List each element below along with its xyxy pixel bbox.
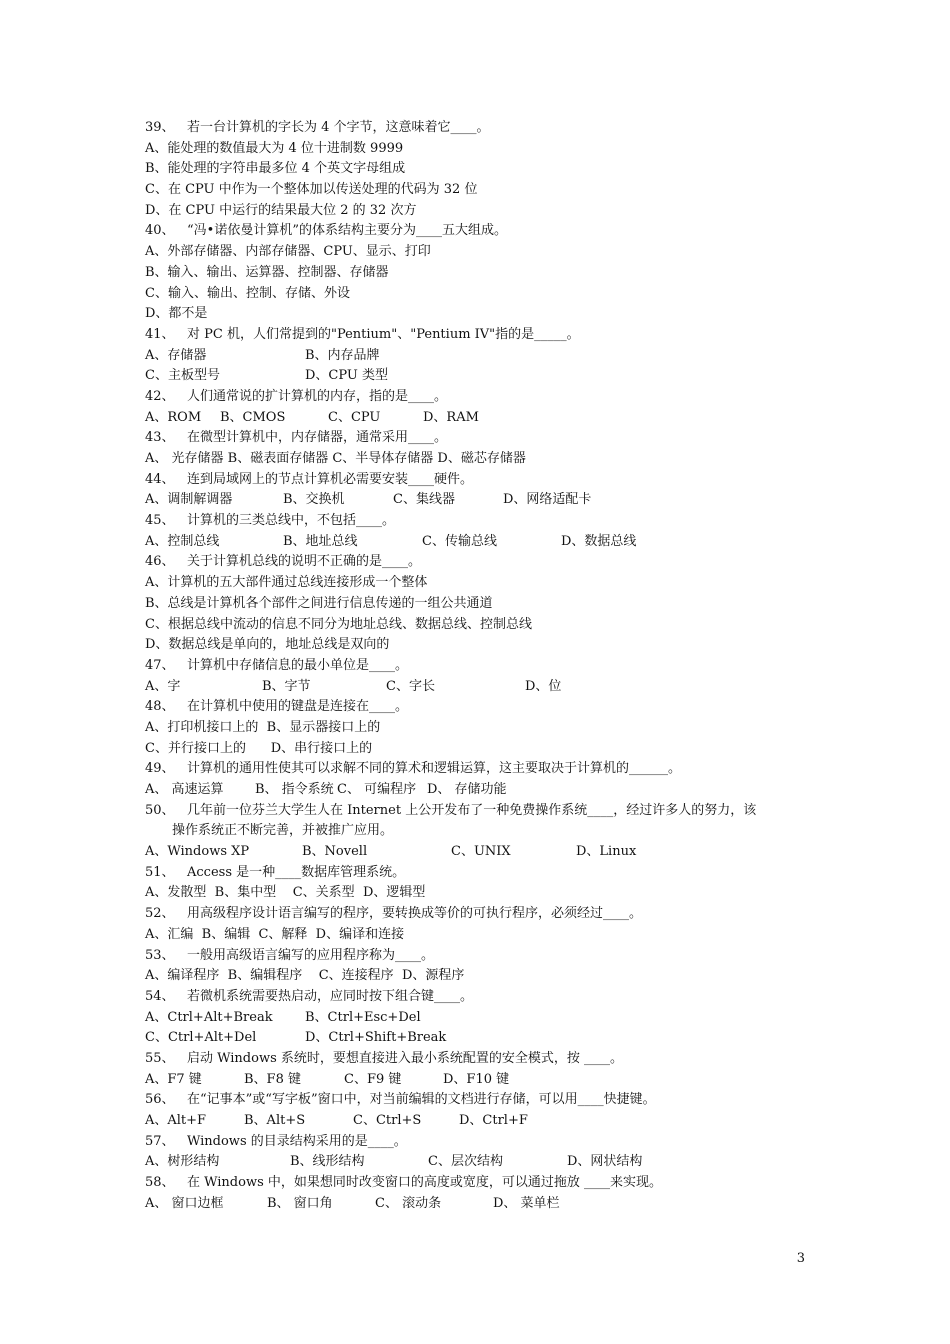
answer-option: C、Ctrl+S bbox=[353, 1113, 422, 1128]
question-text: Windows 的目录结构采用的是____。 bbox=[187, 1133, 407, 1149]
answer-option: B、字节 bbox=[262, 678, 311, 694]
question-text: 计算机的三类总线中，不包括____。 bbox=[187, 513, 396, 529]
question-text: 在微型计算机中，内存储器，通常采用____。 bbox=[187, 430, 448, 446]
question-number: 45、 bbox=[145, 513, 175, 529]
answer-option: C、 滚动条 bbox=[375, 1195, 442, 1211]
question-stem bbox=[145, 1173, 813, 1194]
answer-option: A、控制总线 bbox=[145, 533, 220, 549]
question-text: 几年前一位芬兰大学生人在 Internet 上公开发布了一种免费操作系统____，经过许多人的努力，该 bbox=[187, 802, 757, 818]
answer-option: C、Ctrl+Alt+Del bbox=[145, 1030, 257, 1046]
question-number: 54、 bbox=[145, 988, 175, 1004]
answer-option: D、Ctrl+F bbox=[459, 1113, 528, 1128]
question-stem bbox=[145, 1090, 813, 1111]
question-number: 51、 bbox=[145, 864, 175, 880]
question-stem bbox=[145, 511, 813, 532]
answer-option-row bbox=[145, 1070, 813, 1091]
answer-option: B、输入、输出、运算器、控制器、存储器 bbox=[145, 264, 389, 280]
answer-option: A、计算机的五大部件通过总线连接形成一个整体 bbox=[145, 575, 428, 591]
question-text: 在计算机中使用的键盘是连接在____。 bbox=[187, 699, 409, 715]
answer-option: C、集线器 bbox=[393, 492, 455, 508]
question-text: 若微机系统需要热启动，应同时按下组合键____。 bbox=[187, 988, 474, 1004]
answer-option: D、都不是 bbox=[145, 306, 208, 322]
answer-option-row bbox=[145, 677, 813, 698]
answer-option: D、在 CPU 中运行的结果最大位 2 的 32 次方 bbox=[145, 202, 417, 218]
question-text: 启动 Windows 系统时，要想直接进入最小系统配置的安全模式，按 ____。 bbox=[187, 1050, 624, 1066]
question-number: 47、 bbox=[145, 657, 175, 673]
question-stem bbox=[145, 470, 813, 491]
answer-option: A、F7 键 bbox=[145, 1071, 202, 1087]
answer-option: B、F8 键 bbox=[244, 1071, 301, 1087]
answer-option: A、字 bbox=[145, 678, 181, 694]
answer-option: B、地址总线 bbox=[283, 533, 358, 549]
answer-option: A、Windows XP bbox=[145, 844, 250, 860]
answer-option: D、RAM bbox=[423, 409, 479, 425]
question-stem bbox=[145, 904, 813, 925]
question-stem bbox=[145, 759, 813, 780]
answer-option: C、F9 键 bbox=[344, 1071, 402, 1087]
question-text: 关于计算机总线的说明不正确的是____。 bbox=[187, 554, 422, 570]
question-number: 46、 bbox=[145, 554, 175, 570]
answer-option: A、Alt+F bbox=[145, 1113, 207, 1128]
answer-option: D、CPU 类型 bbox=[305, 368, 388, 384]
question-text: Access 是一种____数据库管理系统。 bbox=[187, 864, 406, 880]
question-number: 48、 bbox=[145, 699, 175, 715]
answer-option-row bbox=[145, 346, 813, 367]
answer-option: B、 窗口角 bbox=[267, 1195, 333, 1211]
question-text: 计算机中存储信息的最小单位是____。 bbox=[187, 657, 409, 673]
answer-option: A、编译程序 B、编辑程序 C、连接程序 D、源程序 bbox=[145, 968, 465, 984]
answer-option: C、 可编程序 bbox=[337, 782, 417, 797]
question-number: 58、 bbox=[145, 1175, 175, 1191]
question-number: 49、 bbox=[145, 761, 175, 777]
answer-option-row bbox=[145, 1028, 813, 1049]
answer-option: B、CMOS bbox=[220, 409, 286, 425]
answer-option: A、 窗口边框 bbox=[145, 1195, 224, 1211]
question-text: 一般用高级语言编写的应用程序称为____。 bbox=[187, 947, 435, 963]
question-number: 39、 bbox=[145, 120, 175, 135]
answer-option: C、层次结构 bbox=[428, 1154, 503, 1170]
answer-option: C、输入、输出、控制、存储、外设 bbox=[145, 285, 350, 301]
question-number: 52、 bbox=[145, 906, 175, 922]
answer-option-row bbox=[145, 408, 813, 429]
answer-option-row bbox=[145, 366, 813, 387]
answer-option: B、能处理的字符串最多位 4 个英文字母组成 bbox=[145, 161, 406, 177]
question-text: 用高级程序设计语言编写的程序，要转换成等价的可执行程序，必须经过____。 bbox=[187, 906, 643, 922]
answer-option: A、能处理的数值最大为 4 位十进制数 9999 bbox=[145, 140, 404, 156]
question-number: 40、 bbox=[145, 223, 175, 239]
question-text: 若一台计算机的字长为 4 个字节，这意味着它____。 bbox=[187, 120, 490, 135]
answer-option: C、UNIX bbox=[451, 844, 511, 860]
answer-option: C、字长 bbox=[386, 678, 435, 694]
answer-option-row bbox=[145, 1152, 813, 1173]
question-stem bbox=[145, 801, 813, 822]
answer-option: D、数据总线 bbox=[561, 533, 637, 549]
answer-option: D、Linux bbox=[576, 844, 637, 860]
answer-option-row bbox=[145, 490, 813, 511]
answer-option: A、打印机接口上的 B、显示器接口上的 bbox=[145, 719, 381, 735]
answer-option-row bbox=[145, 1111, 813, 1132]
answer-option-row bbox=[145, 780, 813, 801]
answer-option: C、并行接口上的 D、串行接口上的 bbox=[145, 740, 373, 756]
question-number: 42、 bbox=[145, 388, 175, 404]
question-number: 50、 bbox=[145, 802, 175, 818]
answer-option: D、 存储功能 bbox=[427, 782, 507, 797]
question-stem bbox=[145, 656, 813, 677]
answer-option: D、网状结构 bbox=[567, 1154, 643, 1170]
page-number: 3 bbox=[796, 1251, 805, 1266]
question-text: 在 Windows 中，如果想同时改变窗口的高度或宽度，可以通过拖放 ____来实现。 bbox=[187, 1175, 663, 1191]
question-stem bbox=[145, 552, 813, 573]
question-text: “冯•诺依曼计算机”的体系结构主要分为____五大组成。 bbox=[187, 223, 507, 239]
answer-option: A、 光存储器 B、磁表面存储器 C、半导体存储器 D、磁芯存储器 bbox=[145, 451, 526, 466]
answer-option-row bbox=[145, 532, 813, 553]
answer-option-row bbox=[145, 842, 813, 863]
question-stem bbox=[145, 1049, 813, 1070]
question-number: 55、 bbox=[145, 1050, 175, 1066]
question-stem bbox=[145, 987, 813, 1008]
question-number: 57、 bbox=[145, 1133, 175, 1149]
answer-option: B、Novell bbox=[302, 844, 368, 860]
document-body bbox=[145, 118, 813, 1214]
answer-option: C、CPU bbox=[328, 409, 381, 425]
answer-option: D、位 bbox=[525, 678, 562, 694]
answer-option: D、Ctrl+Shift+Break bbox=[305, 1030, 447, 1046]
answer-option: B、线形结构 bbox=[290, 1154, 365, 1170]
answer-option: D、网络适配卡 bbox=[503, 492, 592, 508]
answer-option: B、Alt+S bbox=[244, 1113, 306, 1128]
question-text: 在“记事本”或“写字板”窗口中，对当前编辑的文档进行存储，可以用____快捷键。 bbox=[187, 1092, 656, 1108]
answer-option: A、树形结构 bbox=[145, 1154, 220, 1170]
question-stem bbox=[145, 325, 813, 346]
answer-option: C、根据总线中流动的信息不同分为地址总线、数据总线、控制总线 bbox=[145, 616, 532, 632]
answer-option: D、 菜单栏 bbox=[493, 1195, 560, 1211]
question-number: 44、 bbox=[145, 471, 175, 487]
question-text-continued: 操作系统正不断完善，并被推广应用。 bbox=[172, 823, 394, 839]
answer-option: A、Ctrl+Alt+Break bbox=[145, 1009, 273, 1025]
answer-option: B、总线是计算机各个部件之间进行信息传递的一组公共通道 bbox=[145, 595, 493, 611]
answer-option: C、在 CPU 中作为一个整体加以传送处理的代码为 32 位 bbox=[145, 182, 478, 198]
question-number: 41、 bbox=[145, 326, 175, 342]
question-stem bbox=[145, 428, 813, 449]
answer-option: B、内存品牌 bbox=[305, 347, 380, 363]
answer-option: A、存储器 bbox=[145, 347, 207, 363]
question-number: 43、 bbox=[145, 430, 175, 446]
question-stem bbox=[145, 863, 813, 884]
question-stem bbox=[145, 221, 813, 242]
answer-option: A、发散型 B、集中型 C、关系型 D、逻辑型 bbox=[145, 885, 426, 901]
answer-option: C、传输总线 bbox=[422, 533, 497, 549]
question-number: 56、 bbox=[145, 1092, 175, 1108]
question-text: 人们通常说的扩计算机的内存，指的是____。 bbox=[187, 388, 448, 404]
answer-option: A、ROM bbox=[145, 409, 202, 425]
question-stem bbox=[145, 946, 813, 967]
question-text: 对 PC 机，人们常提到的"Pentium"、"Pentium IV"指的是_____。 bbox=[187, 326, 580, 342]
answer-option: C、主板型号 bbox=[145, 368, 220, 384]
question-number: 53、 bbox=[145, 947, 175, 963]
answer-option-row bbox=[145, 1008, 813, 1029]
question-stem bbox=[145, 1132, 813, 1153]
answer-option: A、调制解调器 bbox=[145, 492, 233, 508]
question-stem bbox=[145, 118, 813, 139]
question-stem bbox=[145, 387, 813, 408]
answer-option: B、Ctrl+Esc+Del bbox=[305, 1009, 421, 1025]
question-text: 计算机的通用性使其可以求解不同的算术和逻辑运算，这主要取决于计算机的______。 bbox=[187, 761, 682, 777]
answer-option: A、汇编 B、编辑 C、解释 D、编译和连接 bbox=[145, 926, 405, 942]
answer-option: B、交换机 bbox=[283, 492, 345, 508]
answer-option: A、外部存储器、内部存储器、CPU、显示、打印 bbox=[145, 244, 431, 260]
question-stem bbox=[145, 697, 813, 718]
answer-option: D、F10 键 bbox=[443, 1071, 510, 1087]
answer-option: B、 指令系统 bbox=[255, 782, 334, 797]
answer-option-row bbox=[145, 1194, 813, 1215]
question-text: 连到局域网上的节点计算机必需要安装____硬件。 bbox=[187, 471, 474, 487]
answer-option: A、 高速运算 bbox=[145, 782, 224, 797]
answer-option: D、数据总线是单向的，地址总线是双向的 bbox=[145, 637, 390, 653]
